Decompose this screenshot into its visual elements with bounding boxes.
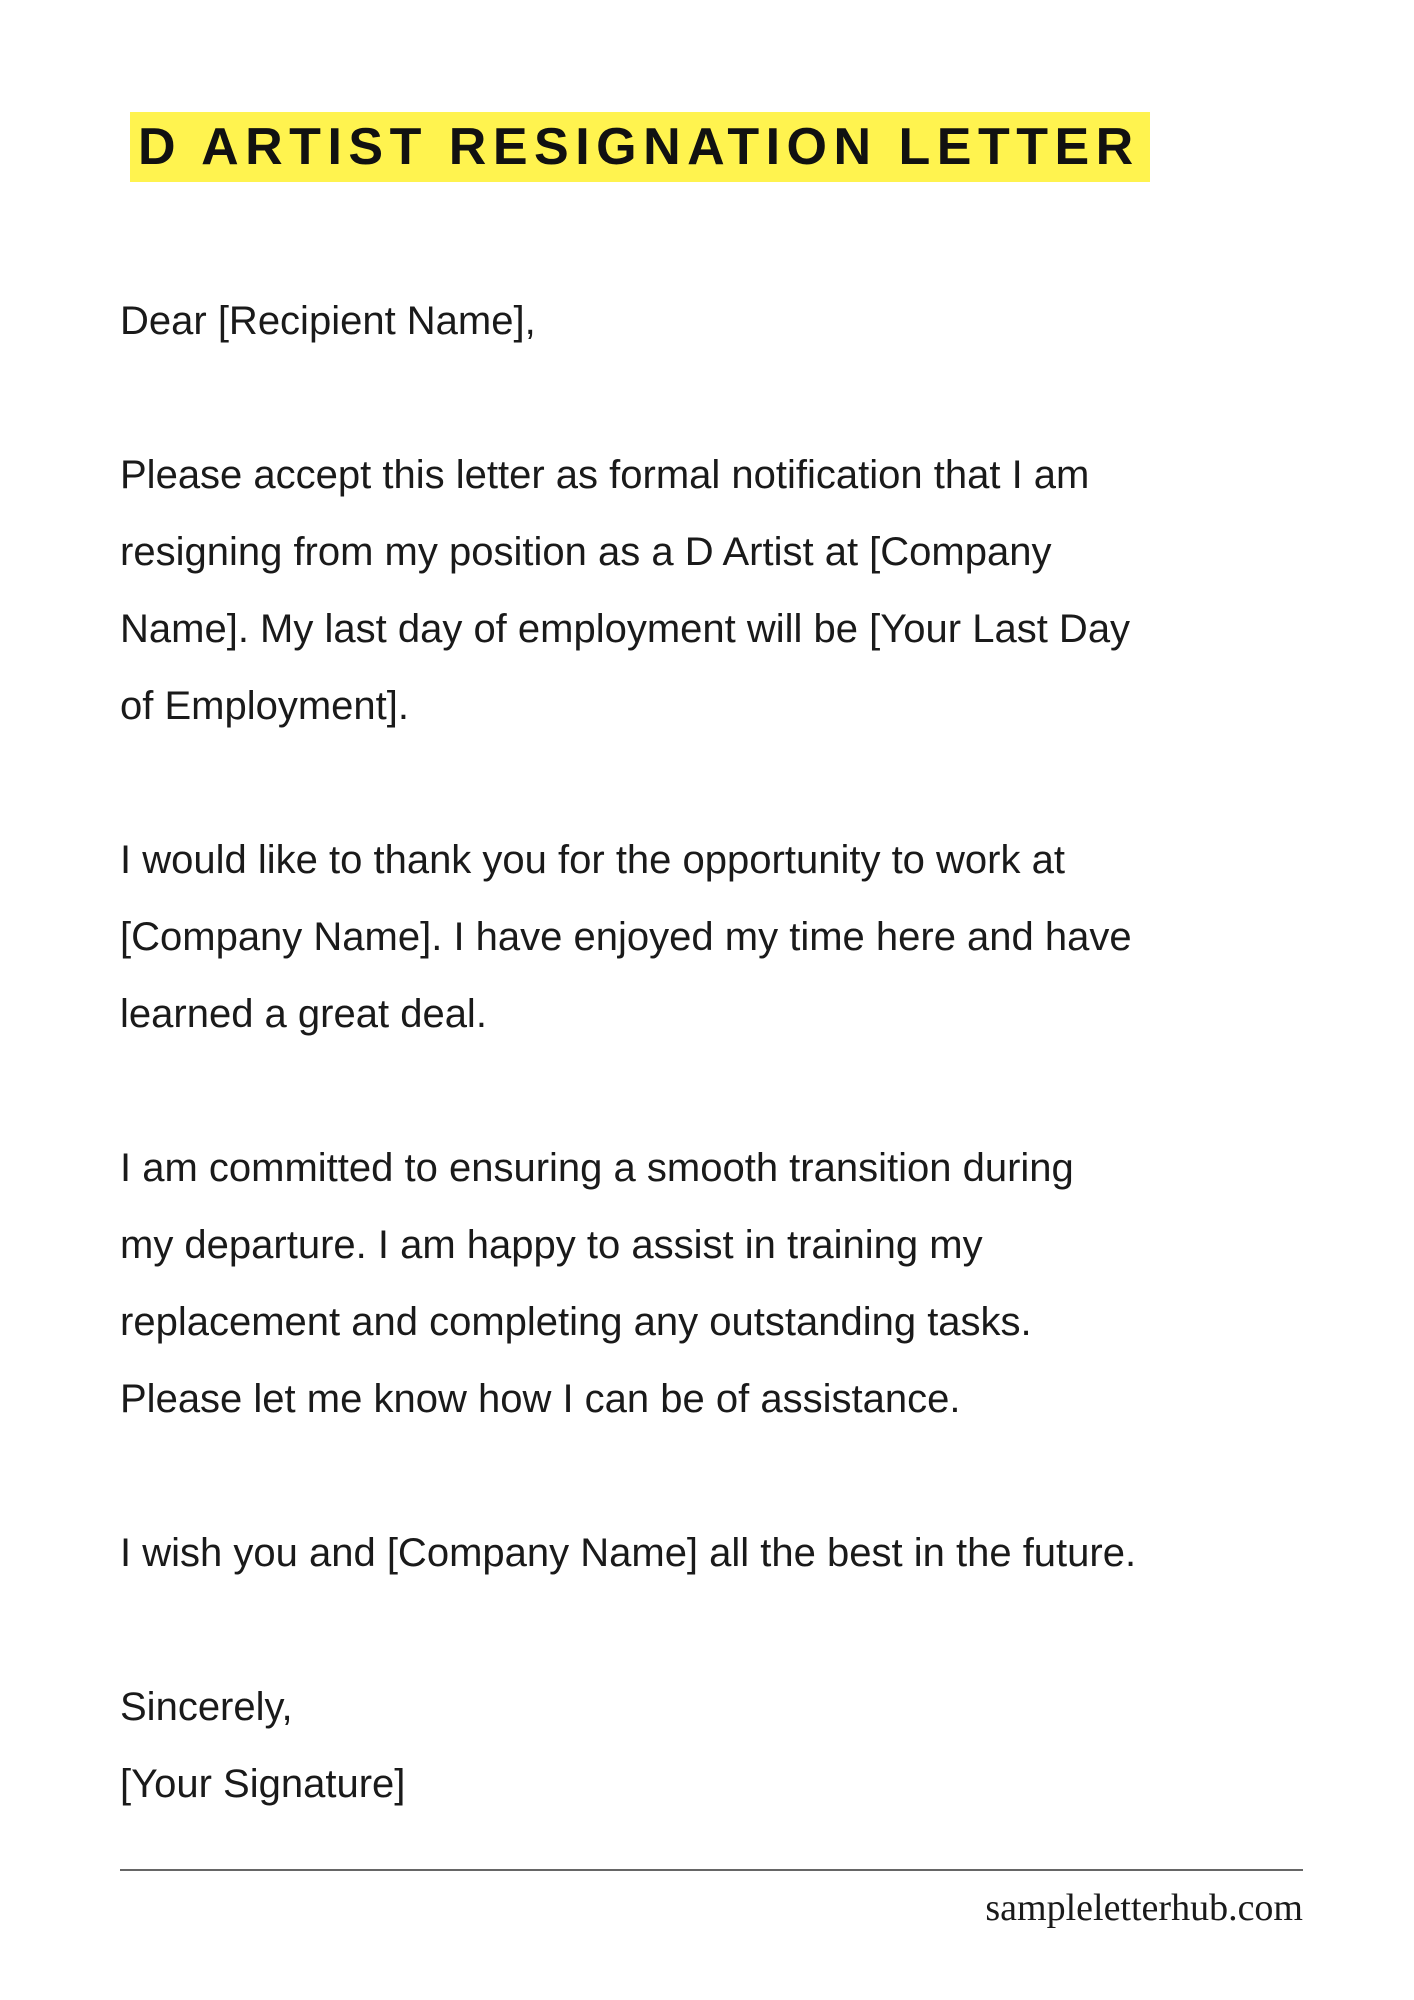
paragraph-transition: I am committed to ensuring a smooth transition during my departure. I am happy to assist in training my replacement and completing any outstanding tasks. Please let me know how I can be of assistance. bbox=[120, 1146, 1074, 1421]
letter-body bbox=[120, 283, 1370, 1823]
paragraph-gap bbox=[120, 360, 1370, 437]
signature-placeholder: [Your Signature] bbox=[120, 1762, 406, 1806]
paragraph-wishes: I wish you and [Company Name] all the best in the future. bbox=[120, 1531, 1137, 1575]
footer-divider bbox=[120, 1869, 1303, 1871]
closing: Sincerely, bbox=[120, 1685, 293, 1729]
paragraph-gap bbox=[120, 1053, 1370, 1130]
paragraph-gap bbox=[120, 1592, 1370, 1669]
page-title: D ARTIST RESIGNATION LETTER bbox=[138, 118, 1140, 176]
paragraph-notification: Please accept this letter as formal notification that I am resigning from my position as a D Artist at [Company Name]. My last day of employment will be [Your Last Day of Employment]. bbox=[120, 453, 1131, 728]
footer-website: sampleletterhub.com bbox=[985, 1887, 1303, 1929]
paragraph-gap bbox=[120, 745, 1370, 822]
paragraph-gap bbox=[120, 1438, 1370, 1515]
paragraph-thanks: I would like to thank you for the opportunity to work at [Company Name]. I have enjoyed my time here and have learned a great deal. bbox=[120, 838, 1132, 1036]
salutation: Dear [Recipient Name], bbox=[120, 299, 536, 343]
title-highlight bbox=[130, 112, 1150, 182]
